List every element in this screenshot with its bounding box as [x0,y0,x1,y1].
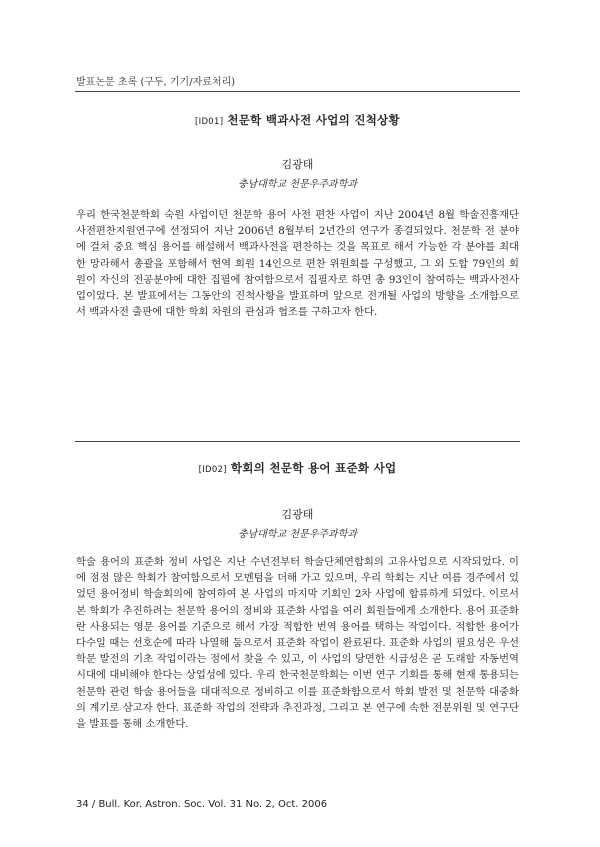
abstract-id02 [76,460,519,732]
section-divider [75,441,520,442]
page-footer: 34 / Bull. Kor. Astron. Soc. Vol. 31 No. 2, Oct. 2006 [76,799,328,810]
running-header: 발표논문 초록 (구두, 기기/자료처리) [76,77,236,88]
abstract-author: 김광태 [281,508,314,521]
abstract-title-text: 천문학 백과사전 사업의 진척상황 [227,113,400,127]
abstract-code: [ID02] [198,465,227,475]
abstract-id01 [76,112,519,320]
abstract-affiliation: 충남대학교 천문우주과학과 [237,179,358,190]
abstract-title-text: 학회의 천문학 용어 표준화 사업 [230,461,397,475]
abstract-title [76,460,519,476]
abstract-title [76,112,519,128]
abstract-body: 학술 용어의 표준화 정비 사업은 지난 수년전부터 학술단체연합회의 고유사업으로 시작되었다. 이에 점점 많은 학회가 참여함으로서 모멘텀을 더해 가고 있으며, 우리 학회는 지난 여름 경주에서 있었던 용어정비 학술회의에 참여하여 본 사업의 마지막 기회인 2차 사업에 합류하게 되었다. 이로서 본 학회가 추진하려는 천문학 용어의 정비와 표준화 사업을 여러 회원들에게 소개한다. 용어 표준화란 사용되는 영문 용어를 기준으로 해서 가장 적합한 번역 용어를 택하는 작업이다. 적합한 용어가 다수일 때는 선호순에 따라 나열해 둠으로서 표준화 작업이 완료된다. 표준화 사업의 필요성은 우선 학문 발전의 기초 작업이라는 점에서 찾을 수 있고, 이 사업의 당면한 시급성은 곧 도래할 자동번역시대에 대비해야 한다는 상업성에 있다. 우리 한국천문학회는 이번 연구 기회를 통해 현재 통용되는 천문학 관련 학술 용어들을 대대적으로 정비하고 이를 표준화함으로서 학회 발전 및 천문학 대중화의 계기로 삼고자 한다. 표준화 작업의 전략과 추진과정, 그리고 본 연구에 속한 전문위원 및 연구단을 발표를 통해 소개한다. [76,556,519,731]
abstract-body: 우리 한국천문학회 숙원 사업이던 천문학 용어 사전 편찬 사업이 지난 2004년 8월 학술진흥재단 사전편찬지원연구에 선정되어 지난 2006년 8월부터 2년간의 연구가 종결되었다. 천문학 전 분야에 걸쳐 중요 핵심 용어를 해설해서 백과사전을 편찬하는 것을 목표로 해서 가능한 각 분야를 최대한 망라해서 총괄을 포함해서 현역 회원 14인으로 편찬 위원회를 구성했고, 그 외 도합 79인의 회원이 자신의 전공분야에 대한 집필에 참여함으로서 집필자로 하면 총 93인이 참여하는 백과사전사업이었다. 본 발표에서는 그동안의 진척사항을 발표하며 앞으로 전개될 사업의 방향을 소개함으로서 백과사전 출판에 대한 학회 차원의 관심과 협조를 구하고자 한다. [76,209,519,319]
header-divider [75,91,520,92]
abstract-affiliation: 충남대학교 천문우주과학과 [237,529,358,540]
abstract-author: 김광태 [281,158,314,171]
abstract-code: [ID01] [195,117,224,127]
